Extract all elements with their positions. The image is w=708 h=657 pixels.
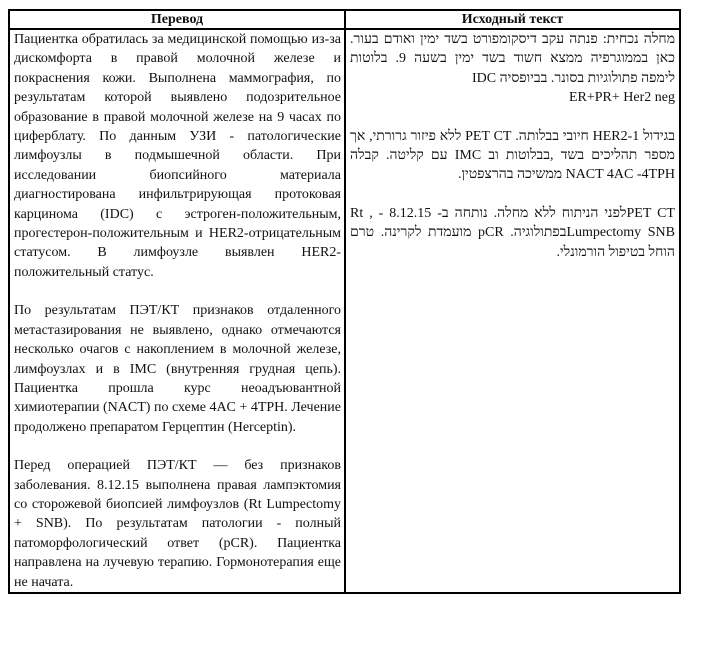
source-paragraph-3: PET CTלפני הניתוח ללא מחלה. נותחה ב- 8.12.15 - , Rt Lumpectomy SNBבפתולוגיה. pCR מועמדת לקרינה. טרם הוחל בטיפול הורמונלי. — [350, 205, 675, 260]
translation-table — [8, 9, 681, 594]
source-paragraph-1-tail: ER+PR+ Her2 neg — [568, 90, 675, 106]
source-paragraph-2: בגידול HER2-1 חיובי בבלותה. PET CT ללא פיזור גרורתי, אך מספר תהליכים בשד ,בבלוטות וב IMC עם קליטה. קבלה NACT 4AC -4TPH ממשיכה בהרצפטין. — [350, 128, 676, 183]
header-source: Исходный текст — [345, 10, 680, 29]
header-row — [9, 10, 680, 29]
header-translation: Перевод — [9, 10, 345, 29]
source-paragraph-1-text: מחלה נכחית: פנתה עקב דיסקומפורט בשד ימין ואודם בעור. כאן בממוגרפיה ממצא חשוד בשד ימין בשעה 9. בלוטות לימפה פתולוגיות בסונר. בביופסיה IDC — [350, 32, 675, 86]
source-paragraph-1 — [350, 30, 675, 108]
translation-paragraph-3: Перед операцией ПЭТ/КТ — без признаков заболевания. 8.12.15 выполнена правая лампэктомия со сторожевой биопсией лимфоузлов (Rt Lumpectomy + SNB). По результатам патологии - полный патоморфологический ответ (pCR). Пациентка направлена на лучевую терапию. Гормонотерапия еще не начата. — [14, 458, 341, 590]
translation-paragraph-1: Пациентка обратилась за медицинской помощью из-за дискомфорта в правой молочной железе и покраснения кожи. Выполнена маммография, по результатам которой выявлено подозрительное образование в правой молочной железе на 9 часах по циферблату. По данным УЗИ - патологические лимфоузлы в подмышечной области. При исследовании биопсийного материала диагностирована инфильтрирующая протоковая карцинома (IDC) с эстроген-положительным, прогестерон-положительным и HER2-отрицательным статусом. В лимфоузле выявлен HER2-положительный статус. — [14, 32, 341, 280]
translation-paragraph-2: По результатам ПЭТ/КТ признаков отдаленного метастазирования не выявлено, однако отмечаются несколько очагов с накоплением в молочной железе, лимфоузлах и в IMC (внутренняя грудная цепь). Пациентка прошла курс неоадъювантной химиотерапии (NACT) по схеме 4AC + 4TPH. Лечение продолжено препаратом Герцептин (Herceptin). — [14, 303, 341, 435]
source-cell — [345, 29, 680, 593]
content-row — [9, 29, 680, 593]
translation-cell — [9, 29, 345, 593]
